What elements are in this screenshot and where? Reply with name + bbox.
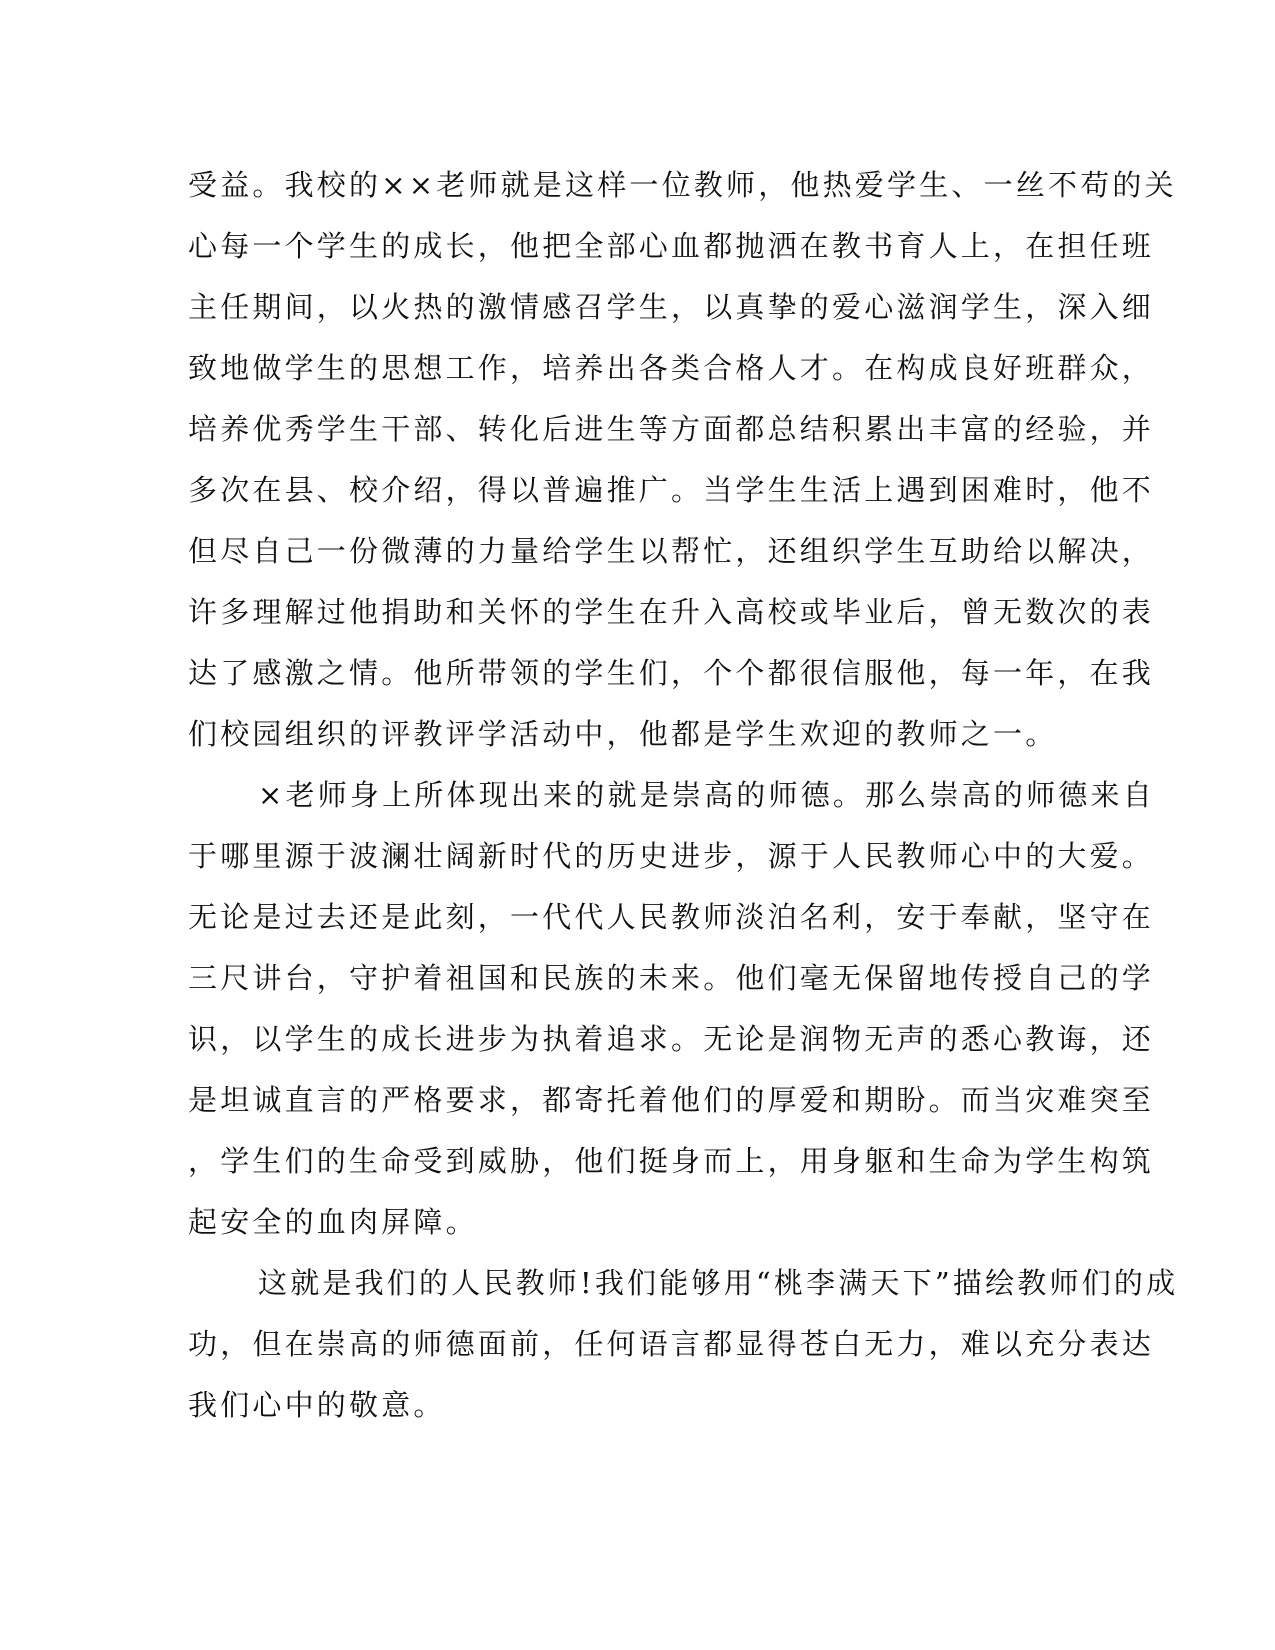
text-line: 这就是我们的人民教师!我们能够用“桃李满天下”描绘教师们的成	[258, 1266, 1179, 1300]
paragraph-1	[188, 155, 1177, 765]
text-line: 许多理解过他捐助和关怀的学生在升入高校或毕业后，曾无数次的表	[188, 595, 1155, 629]
text-line: ×老师身上所体现出来的就是崇高的师德。那么崇高的师德来自	[258, 778, 1155, 812]
text-line: 致地做学生的思想工作，培养出各类合格人才。在构成良好班群众，	[188, 351, 1155, 385]
text-line: 识，以学生的成长进步为执着追求。无论是润物无声的悉心教诲，还	[188, 1022, 1155, 1056]
text-line: 培养优秀学生干部、转化后进生等方面都总结积累出丰富的经验，并	[188, 412, 1155, 446]
text-line: 多次在县、校介绍，得以普遍推广。当学生生活上遇到困难时，他不	[188, 473, 1155, 507]
text-line: 受益。我校的××老师就是这样一位教师，他热爱学生、一丝不苟的关	[188, 168, 1177, 202]
text-line: 三尺讲台，守护着祖国和民族的未来。他们毫无保留地传授自己的学	[188, 961, 1155, 995]
text-line: 起安全的血肉屏障。	[188, 1205, 478, 1239]
paragraph-2	[188, 765, 1155, 1253]
paragraph-3	[188, 1253, 1179, 1436]
text-line: 达了感激之情。他所带领的学生们，个个都很信服他，每一年，在我	[188, 656, 1155, 690]
text-line: 无论是过去还是此刻，一代代人民教师淡泊名利，安于奉献，坚守在	[188, 900, 1155, 934]
text-line: 功，但在崇高的师德面前，任何语言都显得苍白无力，难以充分表达	[188, 1327, 1155, 1361]
text-line: 我们心中的敬意。	[188, 1388, 446, 1422]
text-line: 心每一个学生的成长，他把全部心血都抛洒在教书育人上，在担任班	[188, 229, 1155, 263]
text-line: 于哪里源于波澜壮阔新时代的历史进步，源于人民教师心中的大爱。	[188, 839, 1155, 873]
text-line: 主任期间，以火热的激情感召学生，以真挚的爱心滋润学生，深入细	[188, 290, 1155, 324]
text-line: ，学生们的生命受到威胁，他们挺身而上，用身躯和生命为学生构筑	[188, 1144, 1155, 1178]
document-body	[188, 155, 1179, 1436]
text-line: 们校园组织的评教评学活动中，他都是学生欢迎的教师之一。	[188, 717, 1058, 751]
text-line: 但尽自己一份微薄的力量给学生以帮忙，还组织学生互助给以解决，	[188, 534, 1155, 568]
text-line: 是坦诚直言的严格要求，都寄托着他们的厚爱和期盼。而当灾难突至	[188, 1083, 1155, 1117]
